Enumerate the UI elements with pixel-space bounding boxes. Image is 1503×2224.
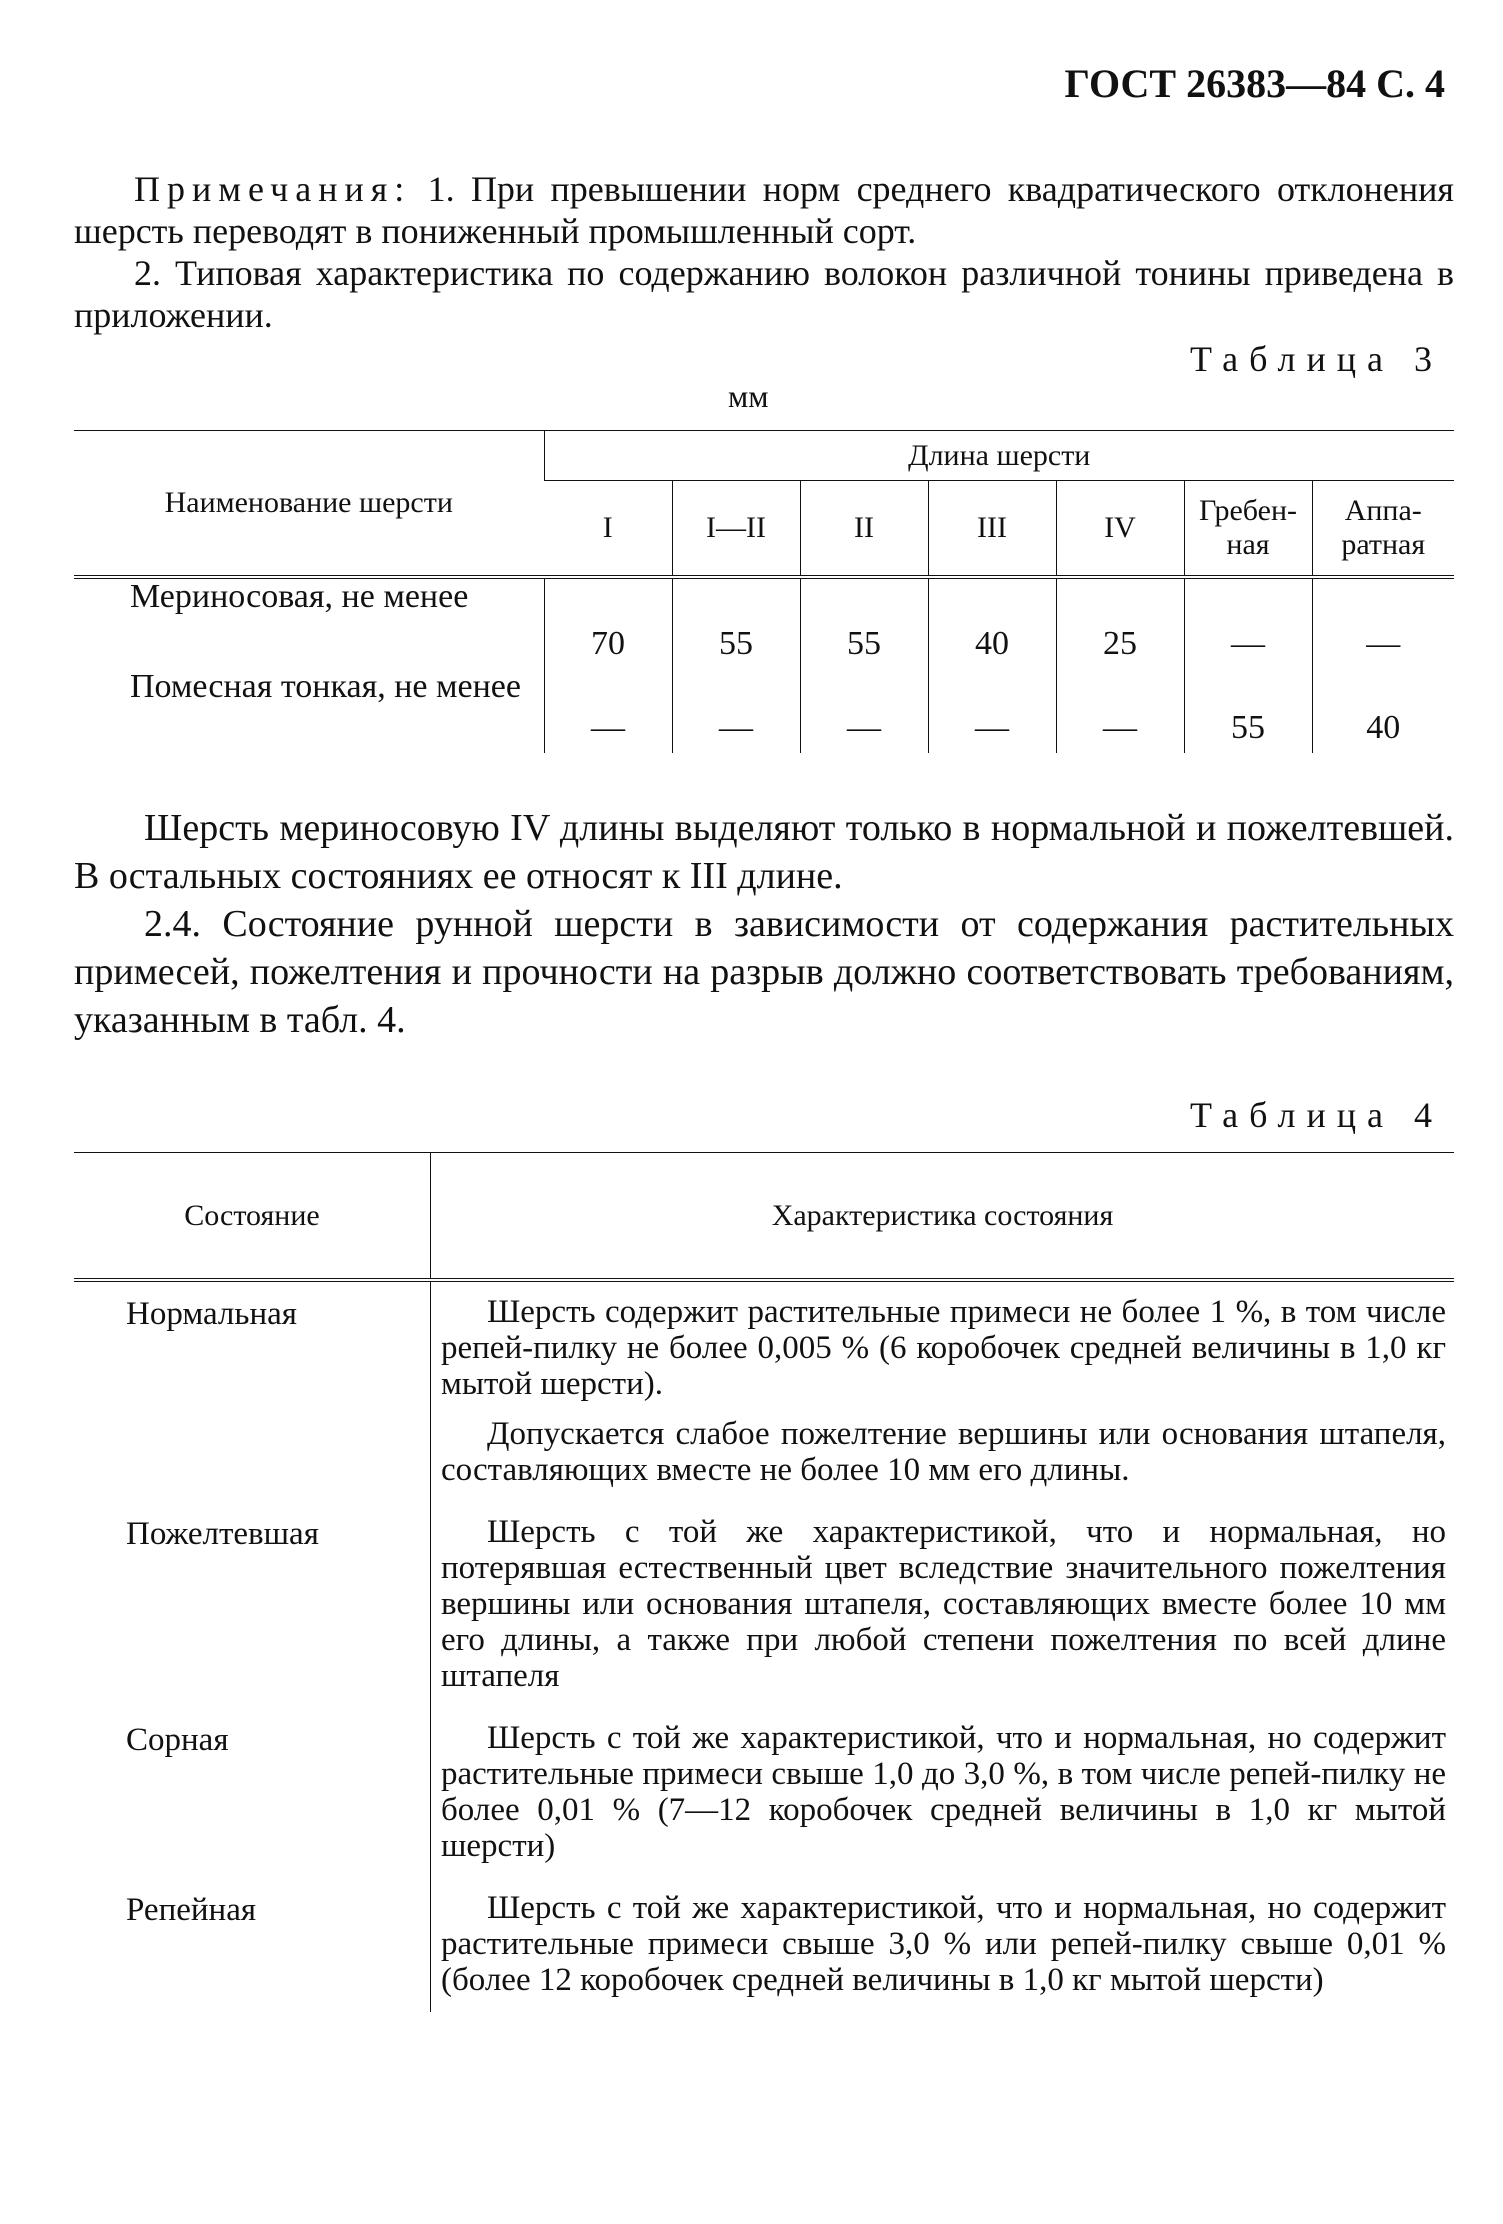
desc-paragraph: Шерсть с той же характеристикой, что и нормальная, но потерявшая естественный цвет вследствие значительного пожелтения вершины или основания штапеля, составляющих вместе более 10 мм его длины, а также при любой степени пожелтения по всей длине штапеля <box>441 1514 1446 1694</box>
col-header: Аппа-ратная <box>1312 481 1454 577</box>
row-name: Помесная тонкая, не менее <box>130 667 521 705</box>
table-row <box>74 1878 1454 2012</box>
page-header: ГОСТ 26383—84 С. 4 <box>1064 61 1445 106</box>
note-1-text: 1. При превышении норм среднего квадратического отклонения шерсть переводят в пониженный промышленный сорт. <box>74 169 1454 251</box>
table-row <box>74 1708 1454 1878</box>
note-1 <box>74 168 1454 252</box>
table4-caption: Таблица 4 <box>1190 1095 1443 1135</box>
paragraph-1: Шерсть мериносовую IV длины выделяют только в нормальной и пожелтевшей. В остальных состояниях ее относят к III длине. <box>74 807 1454 897</box>
table4-header <box>74 1152 1454 1282</box>
state-cell: Сорная <box>126 1722 229 1758</box>
cell: 40 <box>1312 669 1454 753</box>
cell: 55 <box>1184 669 1312 753</box>
cell: — <box>800 669 928 753</box>
body-text <box>74 804 1454 1044</box>
col-header-group: Длина шерсти <box>544 431 1454 481</box>
cell: — <box>672 669 800 753</box>
table-row <box>74 1282 1454 1502</box>
note-2: 2. Типовая характеристика по содержанию волокон различной тонины приведена в приложении. <box>74 253 1454 335</box>
col-header: II <box>800 481 928 577</box>
desc-paragraph: Шерсть с той же характеристикой, что и нормальная, но содержит растительные примеси свыше 3,0 % или репей-пилку свыше 0,01 % (более 12 коробочек средней величины в 1,0 кг мытой шерсти) <box>441 1890 1446 1998</box>
col-header-state: Состояние <box>184 1198 320 1232</box>
paragraph-2: 2.4. Состояние рунной шерсти в зависимости от содержания растительных примесей, пожелтения и прочности на разрыв должно соответствовать требованиям, указанным в табл. 4. <box>74 903 1454 1041</box>
col-header: III <box>928 481 1056 577</box>
desc-cell <box>430 1502 1454 1708</box>
cell: 70 <box>544 577 672 669</box>
col-header-name: Наименование шерсти <box>74 431 544 577</box>
cell: — <box>1184 577 1312 669</box>
table-row <box>74 669 1454 753</box>
col-header: IV <box>1056 481 1184 577</box>
table-row <box>74 1502 1454 1708</box>
col-header-desc: Характеристика состояния <box>430 1153 1454 1278</box>
table-4 <box>74 1152 1454 2012</box>
desc-paragraph: Шерсть с той же характеристикой, что и нормальная, но содержит растительные примеси свыше 1,0 до 3,0 %, в том числе репей-пилку не более 0,01 % (7—12 коробочек средней величины в 1,0 кг мытой шерсти) <box>441 1720 1446 1864</box>
notes <box>74 168 1454 336</box>
cell: — <box>1056 669 1184 753</box>
desc-cell <box>430 1708 1454 1878</box>
notes-label: Примечания: <box>134 169 412 209</box>
cell: — <box>1312 577 1454 669</box>
cell: 55 <box>800 577 928 669</box>
state-cell: Пожелтевшая <box>126 1516 319 1552</box>
cell: 25 <box>1056 577 1184 669</box>
col-header: I <box>544 481 672 577</box>
cell: — <box>928 669 1056 753</box>
desc-cell <box>430 1282 1454 1502</box>
table-3 <box>74 430 1454 753</box>
row-name: Мериносовая, не менее <box>130 577 469 615</box>
state-cell: Нормальная <box>126 1296 297 1332</box>
table-row <box>74 577 1454 669</box>
desc-paragraph: Допускается слабое пожелтение вершины или основания штапеля, составляющих вместе не более 10 мм его длины. <box>441 1416 1446 1488</box>
cell: 55 <box>672 577 800 669</box>
col-header: I—II <box>672 481 800 577</box>
cell: — <box>544 669 672 753</box>
table3-caption: Таблица 3 <box>1190 339 1443 379</box>
col-header: Гребен-ная <box>1184 481 1312 577</box>
desc-paragraph: Шерсть содержит растительные примеси не более 1 %, в том числе репей-пилку не более 0,005 % (6 коробочек средней величины в 1,0 кг мытой шерсти). <box>441 1294 1446 1402</box>
state-cell: Репейная <box>126 1892 257 1928</box>
desc-cell <box>430 1878 1454 2012</box>
cell: 40 <box>928 577 1056 669</box>
table3-unit: мм <box>728 378 769 414</box>
